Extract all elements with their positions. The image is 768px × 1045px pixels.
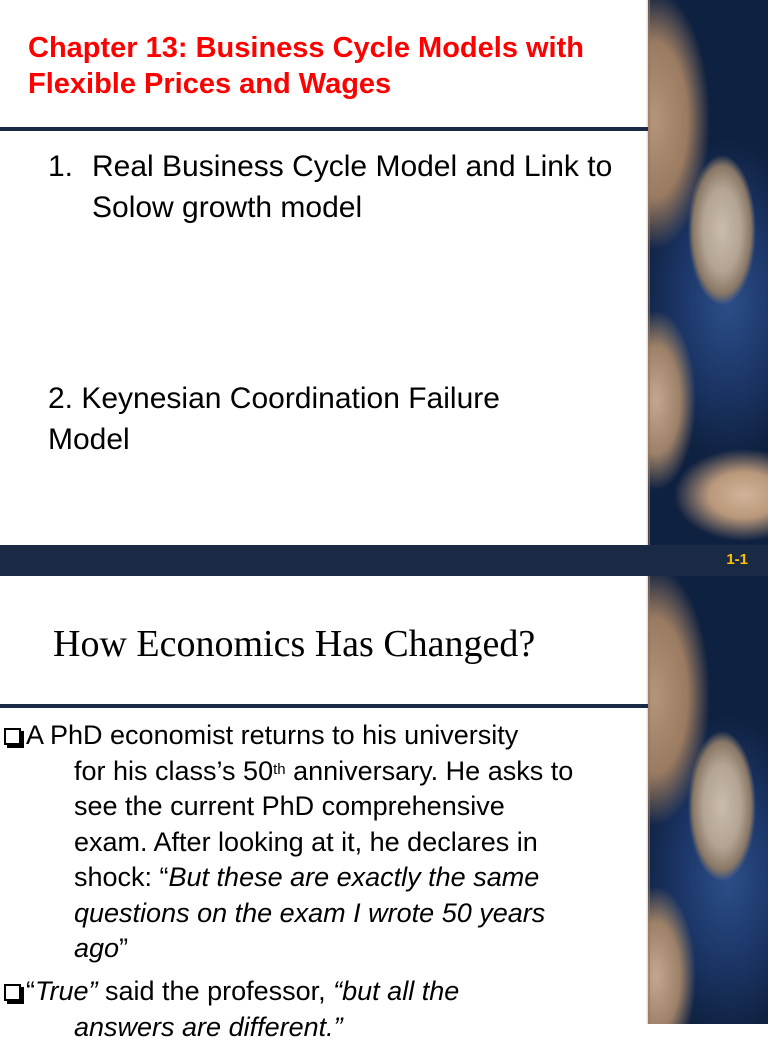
list-item-2 [48,378,638,462]
slide-2-title: How Economics Has Changed? [53,623,536,665]
decorative-rock-water-strip [648,576,768,1024]
slide-2 [0,576,768,1042]
list-text: 2. Keynesian Coordination Failure Model [48,382,500,456]
slide-1-title: Chapter 13: Business Cycle Models with Flexible Prices and Wages [28,32,584,100]
checkbox-bullet-icon [4,984,21,1001]
checkbox-bullet-icon [4,728,21,745]
list-text: Real Business Cycle Model and Link to Solow growth model [92,150,613,224]
strip-edge-shadow [646,576,650,1024]
title-rule [0,704,648,708]
list-item-1 [48,146,638,230]
slide-separator-band [0,545,768,576]
list-number: 1. [48,150,74,183]
slide-number: 1-1 [726,551,748,568]
strip-edge-shadow [646,0,650,545]
bullet-1-text: A PhD economist returns to his university for his class’s 50th anniversary. He asks to see the current PhD comprehensive exam. After looking at it, he declares in shock: “But these are exactly the same questions on the exam I wrote 50 years ago” [26,720,574,963]
decorative-rock-water-strip [648,0,768,545]
bullet-2-text: “True” said the professor, “but all the answers are different.” [26,976,460,1042]
title-rule [0,127,648,131]
